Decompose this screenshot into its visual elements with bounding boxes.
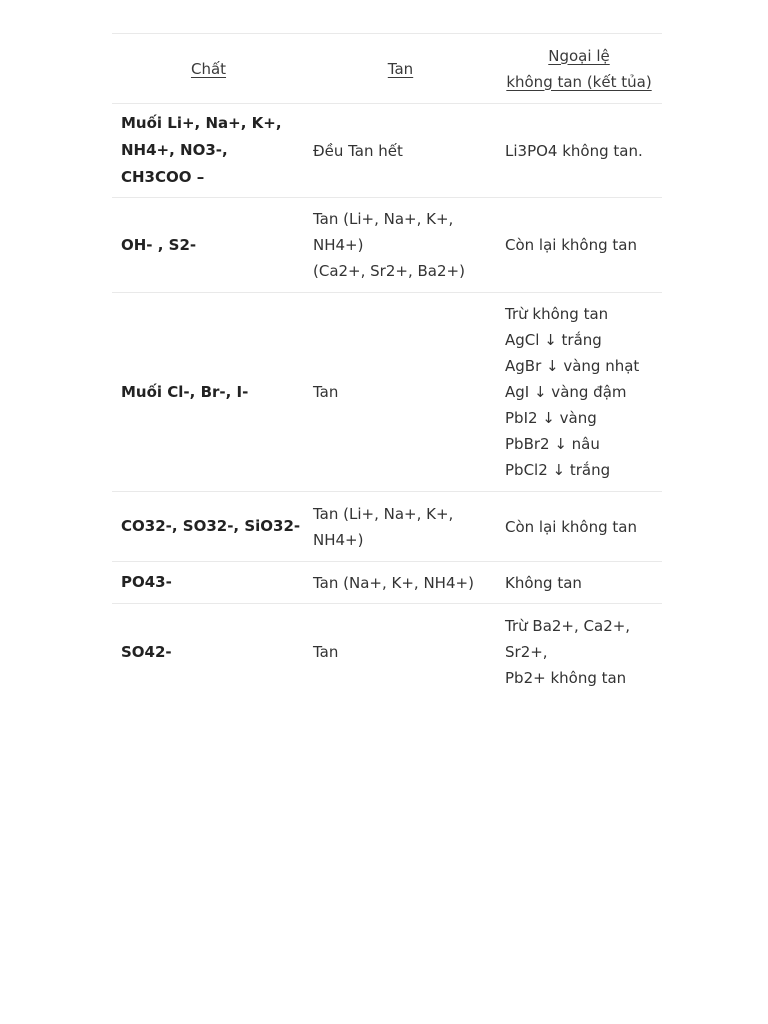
cell-exceptions [496, 104, 662, 198]
cell-line: Trừ Ba2+, Ca2+, [505, 617, 631, 636]
table-row [112, 293, 662, 492]
cell-line: NH4+) [313, 236, 364, 254]
cell-line: CO32-, SO32-, SiO32- [121, 517, 301, 535]
cell-line: Không tan [505, 573, 582, 592]
cell-line: AgCl ↓ trắng [505, 331, 602, 349]
cell-solubility [304, 604, 496, 701]
cell-line: (Ca2+, Sr2+, Ba2+) [313, 262, 465, 280]
cell-line: Tan (Li+, Na+, K+, [313, 210, 454, 228]
cell-solubility [304, 293, 496, 492]
table-row [112, 104, 662, 198]
cell-line: NH4+, NO3-, [121, 141, 228, 159]
header-exceptions-line-2: không tan (kết tủa) [506, 72, 652, 91]
cell-line: SO42- [121, 642, 172, 661]
cell-solubility [304, 492, 496, 562]
cell-exceptions [496, 293, 662, 492]
cell-line: Sr2+, [505, 643, 548, 662]
cell-line: Còn lại không tan [505, 236, 637, 254]
cell-line: Muối Li+, Na+, K+, [121, 114, 282, 132]
cell-line: Tan [313, 383, 339, 401]
cell-solubility [304, 104, 496, 198]
cell-line: AgBr ↓ vàng nhạt [505, 357, 640, 375]
cell-exceptions [496, 604, 662, 701]
cell-substance [112, 562, 304, 604]
cell-line: Li3PO4 không tan. [505, 141, 643, 160]
solubility-table [112, 33, 662, 701]
header-exceptions [496, 34, 662, 104]
cell-line: Tan [313, 643, 339, 662]
cell-line: Đều Tan hết [313, 141, 403, 160]
cell-line: PbCl2 ↓ trắng [505, 461, 611, 479]
cell-line: AgI ↓ vàng đậm [505, 383, 627, 401]
table-row [112, 604, 662, 701]
table-row [112, 198, 662, 293]
header-substance: Chất [112, 34, 304, 104]
table-row [112, 492, 662, 562]
table-header-row [112, 34, 662, 104]
cell-solubility [304, 198, 496, 293]
cell-line: Tan (Na+, K+, NH4+) [313, 573, 474, 592]
cell-solubility [304, 562, 496, 604]
cell-line: Tan (Li+, Na+, K+, [313, 504, 454, 523]
cell-line: OH- , S2- [121, 235, 197, 254]
cell-line: Còn lại không tan [505, 517, 637, 536]
cell-line: Pb2+ không tan [505, 669, 627, 688]
cell-line: CH3COO – [121, 168, 205, 186]
cell-line: PO43- [121, 573, 172, 591]
cell-substance [112, 198, 304, 293]
cell-line: PbBr2 ↓ nâu [505, 435, 600, 453]
cell-line: Trừ không tan [505, 305, 609, 323]
cell-line: PbI2 ↓ vàng [505, 409, 597, 427]
cell-substance [112, 104, 304, 198]
cell-line: NH4+) [313, 530, 364, 549]
cell-exceptions [496, 198, 662, 293]
table-row [112, 562, 662, 604]
header-exceptions-line-1: Ngoại lệ [548, 46, 610, 65]
cell-substance [112, 604, 304, 701]
header-solubility: Tan [304, 34, 496, 104]
cell-line: Muối Cl-, Br-, I- [121, 382, 249, 401]
cell-exceptions [496, 492, 662, 562]
cell-substance [112, 293, 304, 492]
cell-exceptions [496, 562, 662, 604]
cell-substance [112, 492, 304, 562]
